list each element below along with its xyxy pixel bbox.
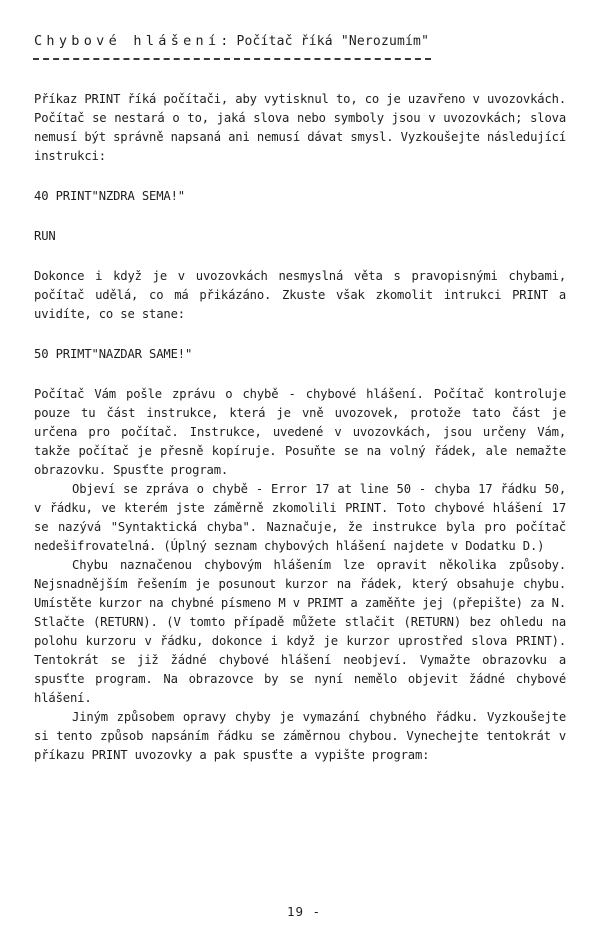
section-subtitle: : Počítač říká "Nerozumím" [220,34,430,49]
paragraph-intro: Příkaz PRINT říká počítači, aby vytisknul to, co je uzavřeno v uvozovkách. Počítač se nestará o to, jaká slova nebo symboly jsou v uvozovkách; slova nemusí být správně napsaná ani nemusí dávat smysl. Vyzkoušejte následující instrukci: [34,92,566,163]
body-text [34,90,566,765]
section-title: Chybové hlášení [34,33,221,49]
paragraph-error-message: Počítač Vám pošle zprávu o chybě - chybové hlášení. Počítač kontroluje pouze tu část instrukce, která je vně uvozovek, protože tato část je určena pro počítač. Instrukce, uvedené v uvozovkách, jsou určeny Vám, takže počítač je přesně kopíruje. Posuňte se na volný řádek, ale nemažte obrazovku. Spusťte program. [34,387,566,477]
paragraph-fix-cursor: Chybu naznačenou chybovým hlášením lze opravit několika způsoby. Nejsnadnějším řešením je posunout kurzor na řádek, který obsahuje chybu. Umístěte kurzor na chybné písmeno M v PRIMT a zaměňte jej (přepište) za N. Stlačte (RETURN). (V tomto případě můžete stlačit (RETURN) bez ohledu na polohu kurzoru v řádku, dokonce i když je kurzor uprostřed slova PRINT). Tentokrát se již žádné chybové hlášení neobjeví. Vymažte obrazovku a spusťte program. Na obrazovce by se nyní nemělo objevit žádné chybové hlášení. [34,558,566,705]
code-line-run: RUN [34,229,56,243]
header-rule [33,58,431,60]
paragraph-misspelled: Dokonce i když je v uvozovkách nesmyslná věta s pravopisnými chybami, počítač udělá, co má přikázáno. Zkuste však zkomolit intrukci PRINT a uvidíte, co se stane: [34,269,566,321]
paragraph-error-17: Objeví se zpráva o chybě - Error 17 at line 50 - chyba 17 řádku 50, v řádku, ve kterém jste záměrně zkomolili PRINT. Toto chybové hlášení 17 se nazývá "Syntaktická chyba". Naznačuje, že instrukce byla pro počítač nedešifrovatelná. (Úplný seznam chybových hlášení najdete v Dodatku D.) [34,482,566,553]
code-line-40: 40 PRINT"NZDRA SEMA!" [34,189,185,203]
page-header [34,33,429,49]
paragraph-delete-line: Jiným způsobem opravy chyby je vymazání chybného řádku. Vyzkoušejte si tento způsob napsáním řádku se záměrnou chybou. Vynechejte tentokrát v příkazu PRINT uvozovky a pak spusťte a vypište program: [34,710,566,762]
page-number: 19 - [286,904,322,919]
code-line-50: 50 PRIMT"NAZDAR SAME!" [34,347,193,361]
